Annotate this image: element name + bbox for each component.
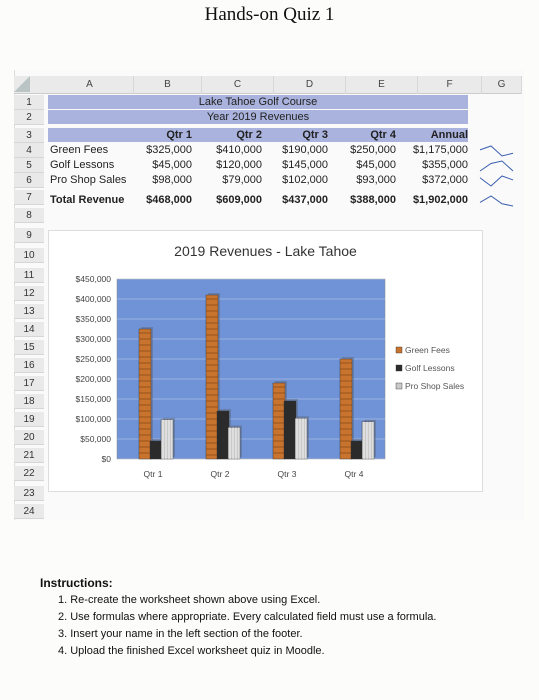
row-header-13[interactable]: 13 bbox=[14, 304, 44, 319]
row-header-24[interactable]: 24 bbox=[14, 504, 44, 519]
bar-golf-lessons bbox=[351, 441, 363, 459]
value-cell[interactable]: $325,000 bbox=[146, 144, 192, 156]
sheet-subtitle[interactable]: Year 2019 Revenues bbox=[206, 111, 310, 123]
column-header-f[interactable]: F bbox=[418, 76, 482, 94]
value-cell[interactable]: $355,000 bbox=[422, 159, 468, 171]
instructions-list bbox=[58, 594, 520, 657]
y-tick-label: $400,000 bbox=[75, 294, 111, 304]
row-header-8[interactable]: 8 bbox=[14, 208, 44, 223]
row-header-2[interactable]: 2 bbox=[14, 110, 44, 125]
bar-green-fees bbox=[139, 329, 151, 459]
value-cell[interactable]: $437,000 bbox=[282, 194, 328, 206]
column-header-e[interactable]: E bbox=[346, 76, 418, 94]
row-header-16[interactable]: 16 bbox=[14, 358, 44, 373]
instructions-heading: Instructions: bbox=[40, 576, 113, 590]
value-cell[interactable]: $98,000 bbox=[152, 174, 192, 186]
y-tick-label: $0 bbox=[101, 454, 111, 464]
legend-swatch bbox=[396, 365, 402, 371]
value-cell[interactable]: $250,000 bbox=[350, 144, 396, 156]
column-header-g[interactable]: G bbox=[482, 76, 522, 94]
value-cell[interactable]: $145,000 bbox=[282, 159, 328, 171]
value-cell[interactable]: $79,000 bbox=[222, 174, 262, 186]
header-qtr2[interactable]: Qtr 2 bbox=[236, 129, 262, 141]
column-header-d[interactable]: D bbox=[274, 76, 346, 94]
instruction-item: 4. Upload the finished Excel worksheet quiz in Moodle. bbox=[58, 645, 325, 657]
column-header-row bbox=[14, 76, 522, 94]
column-header-b[interactable]: B bbox=[134, 76, 202, 94]
x-tick-label: Qtr 4 bbox=[344, 469, 364, 479]
row-header-19[interactable]: 19 bbox=[14, 412, 44, 427]
y-tick-label: $100,000 bbox=[75, 414, 111, 424]
value-cell[interactable]: $609,000 bbox=[216, 194, 262, 206]
value-cell[interactable]: $120,000 bbox=[216, 159, 262, 171]
revenue-chart[interactable] bbox=[48, 230, 483, 492]
row-header-7[interactable]: 7 bbox=[14, 190, 44, 205]
row-header-12[interactable]: 12 bbox=[14, 286, 44, 301]
value-cell[interactable]: $93,000 bbox=[356, 174, 396, 186]
row-label[interactable]: Golf Lessons bbox=[50, 159, 115, 171]
x-tick-label: Qtr 1 bbox=[143, 469, 163, 479]
row-header-17[interactable]: 17 bbox=[14, 376, 44, 391]
value-cell[interactable]: $372,000 bbox=[422, 174, 468, 186]
x-tick-label: Qtr 3 bbox=[277, 469, 297, 479]
instruction-item: 1. Re-create the worksheet shown above using Excel. bbox=[58, 594, 321, 606]
row-header-15[interactable]: 15 bbox=[14, 340, 44, 355]
row-header-20[interactable]: 20 bbox=[14, 430, 44, 445]
sparkline bbox=[478, 159, 516, 173]
y-tick-label: $150,000 bbox=[75, 394, 111, 404]
sparkline bbox=[478, 174, 516, 188]
header-qtr1[interactable]: Qtr 1 bbox=[166, 129, 192, 141]
row-header-5[interactable]: 5 bbox=[14, 158, 44, 173]
y-tick-label: $50,000 bbox=[80, 434, 111, 444]
row-header-6[interactable]: 6 bbox=[14, 173, 44, 188]
value-cell[interactable]: $190,000 bbox=[282, 144, 328, 156]
value-cell[interactable]: $45,000 bbox=[356, 159, 396, 171]
legend-label: Green Fees bbox=[405, 345, 450, 355]
bar-golf-lessons bbox=[150, 441, 162, 459]
bar-green-fees bbox=[340, 359, 352, 459]
row-header-10[interactable]: 10 bbox=[14, 248, 44, 263]
value-cell[interactable]: $1,175,000 bbox=[412, 144, 468, 156]
bar-golf-lessons bbox=[217, 411, 229, 459]
legend-label: Golf Lessons bbox=[405, 363, 455, 373]
y-tick-label: $350,000 bbox=[75, 314, 111, 324]
bar-golf-lessons bbox=[284, 401, 296, 459]
column-header-c[interactable]: C bbox=[202, 76, 274, 94]
instruction-item: 3. Insert your name in the left section of the footer. bbox=[58, 628, 303, 640]
legend-swatch bbox=[396, 347, 402, 353]
header-annual[interactable]: Annual bbox=[430, 129, 468, 141]
y-tick-label: $200,000 bbox=[75, 374, 111, 384]
header-qtr3[interactable]: Qtr 3 bbox=[302, 129, 328, 141]
value-cell[interactable]: $45,000 bbox=[152, 159, 192, 171]
row-header-14[interactable]: 14 bbox=[14, 322, 44, 337]
row-header-23[interactable]: 23 bbox=[14, 486, 44, 501]
instruction-item: 2. Use formulas where appropriate. Every calculated field must use a formula. bbox=[58, 611, 437, 623]
legend-label: Pro Shop Sales bbox=[405, 381, 465, 391]
row-header-1[interactable]: 1 bbox=[14, 95, 44, 110]
chart-canvas bbox=[49, 231, 484, 493]
x-tick-label: Qtr 2 bbox=[210, 469, 230, 479]
value-cell[interactable]: $102,000 bbox=[282, 174, 328, 186]
value-cell[interactable]: $468,000 bbox=[146, 194, 192, 206]
value-cell[interactable]: $388,000 bbox=[350, 194, 396, 206]
sheet-title[interactable]: Lake Tahoe Golf Course bbox=[198, 96, 318, 108]
select-all-corner[interactable] bbox=[14, 76, 30, 92]
row-header-22[interactable]: 22 bbox=[14, 466, 44, 481]
sparkline bbox=[478, 144, 516, 158]
y-tick-label: $300,000 bbox=[75, 334, 111, 344]
row-label[interactable]: Total Revenue bbox=[50, 194, 125, 206]
y-tick-label: $250,000 bbox=[75, 354, 111, 364]
bar-green-fees bbox=[273, 383, 285, 459]
row-header-3[interactable]: 3 bbox=[14, 128, 44, 143]
row-header-9[interactable]: 9 bbox=[14, 228, 44, 243]
row-header-18[interactable]: 18 bbox=[14, 394, 44, 409]
instructions bbox=[40, 576, 520, 662]
sparkline bbox=[478, 194, 516, 208]
row-label[interactable]: Pro Shop Sales bbox=[50, 174, 127, 186]
y-tick-label: $450,000 bbox=[75, 274, 111, 284]
row-header-21[interactable]: 21 bbox=[14, 448, 44, 463]
value-cell[interactable]: $1,902,000 bbox=[412, 194, 468, 206]
column-header-a[interactable]: A bbox=[46, 76, 134, 94]
value-cell[interactable]: $410,000 bbox=[216, 144, 262, 156]
page-title: Hands-on Quiz 1 bbox=[204, 4, 335, 25]
legend-swatch bbox=[396, 383, 402, 389]
chart-title: 2019 Revenues - Lake Tahoe bbox=[174, 243, 357, 259]
row-header-4[interactable]: 4 bbox=[14, 143, 44, 158]
header-qtr4[interactable]: Qtr 4 bbox=[370, 129, 396, 141]
row-header-11[interactable]: 11 bbox=[14, 268, 44, 283]
row-label[interactable]: Green Fees bbox=[50, 144, 109, 156]
